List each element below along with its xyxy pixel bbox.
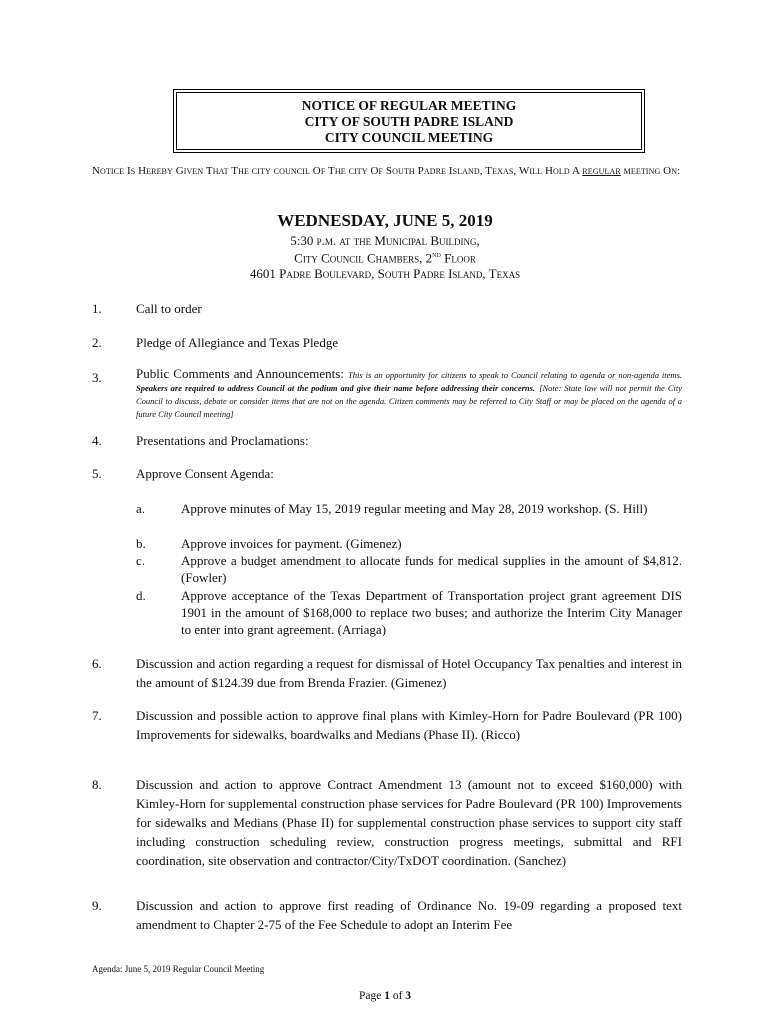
item-number: 9.	[92, 898, 102, 913]
item-number: 7.	[92, 708, 102, 723]
item-number: 4.	[92, 433, 102, 448]
item-text-block	[136, 368, 682, 420]
item-text: Discussion and action to approve first reading of Ordinance No. 19-09 regarding a proposed text amendment to Chapter 2-75 of the Fee Schedule to adopt an Interim Fee	[136, 898, 682, 932]
meeting-date: WEDNESDAY, JUNE 5, 2019	[277, 211, 493, 230]
consent-letter: b.	[136, 536, 146, 551]
item-text: Public Comments and Announcements:	[136, 366, 344, 381]
meeting-address: 4601 Padre Boulevard, South Padre Island, Texas	[249, 266, 521, 281]
item-number: 8.	[92, 777, 102, 792]
consent-letter: a.	[136, 501, 146, 516]
header-title: NOTICE OF REGULAR MEETING	[301, 98, 517, 113]
consent-text: Approve invoices for payment. (Gimenez)	[181, 536, 402, 551]
item-number: 2.	[92, 335, 102, 350]
item-note-bold: Speakers are required to address Council at the podium and give their name before addressing their concerns.	[136, 383, 536, 393]
item-number: 3.	[92, 370, 102, 385]
item-text: Discussion and possible action to approve final plans with Kimley-Horn for Padre Boulevard (PR 100) Improvements for sidewalks, boardwalks and Medians (Phase II). (Ricco)	[136, 708, 682, 742]
item-text: Discussion and action to approve Contract Amendment 13 (amount not to exceed $160,000) with Kimley-Horn for supplemental construction phase services for Padre Boulevard (PR 100) Improvements for sidewalks and Medians (Phase II) for supplemental construction phase services to support city staff including construction scheduling review, construction progress meetings, submittal and RFI coordination, site observation and contractor/City/TxDOT coordination. (Sanchez)	[136, 777, 682, 868]
header-city: CITY OF SOUTH PADRE ISLAND	[304, 114, 514, 129]
item-text: Pledge of Allegiance and Texas Pledge	[136, 335, 339, 350]
item-note: This is an opportunity for citizens to speak to Council relating to agenda or non-agenda items.	[348, 370, 682, 380]
notice-text-end: meeting On:	[620, 165, 681, 177]
page-current: 1	[384, 990, 390, 1002]
item-text: Presentations and Proclamations:	[136, 433, 309, 448]
page-prefix: Page	[358, 990, 385, 1002]
consent-letter: c.	[136, 553, 146, 568]
notice-text: Notice Is Hereby Given That The city council Of The city Of South Padre Island, Texas, Will Hold A	[92, 165, 583, 177]
page-number	[0, 990, 770, 1002]
room-text: City Council Chambers, 2	[294, 250, 433, 266]
room-sup: nd	[432, 250, 441, 259]
room-floor: Floor	[440, 250, 476, 266]
item-number: 5.	[92, 466, 102, 481]
item-text: Call to order	[136, 301, 202, 316]
consent-text: Approve minutes of May 15, 2019 regular meeting and May 28, 2019 workshop. (S. Hill)	[181, 501, 648, 516]
meeting-time: 5:30 p.m. at the Municipal Building,	[290, 233, 480, 248]
notice-header-box	[176, 92, 642, 150]
consent-text: Approve a budget amendment to allocate funds for medical supplies in the amount of $4,812. (Fowler)	[181, 553, 682, 585]
item-text: Approve Consent Agenda:	[136, 466, 274, 481]
page-total: 3	[405, 990, 412, 1002]
item-text: Discussion and action regarding a request for dismissal of Hotel Occupancy Tax penalties and interest in the amount of $124.39 due from Brenda Frazier. (Gimenez)	[136, 656, 682, 690]
document-footer: Agenda: June 5, 2019 Regular Council Meeting	[92, 964, 265, 974]
meeting-room	[0, 250, 770, 266]
item-number: 1.	[92, 301, 102, 316]
item-number: 6.	[92, 656, 102, 671]
notice-underlined: regular	[582, 165, 621, 177]
consent-letter: d.	[136, 588, 146, 603]
item-note-bracket: [Note: State law will not permit the City Council to discuss, debate or consider items that are not on the agenda. Citizen comments may be referred to City Staff or may be placed on the agenda of a future City Council meeting]	[136, 383, 682, 419]
page-of: of	[389, 990, 406, 1002]
consent-text: Approve acceptance of the Texas Department of Transportation project grant agreement DIS 1901 in the amount of $168,000 to replace two buses; and authorize the Interim City Manager to enter into grant agreement. (Arriaga)	[181, 588, 682, 637]
notice-paragraph	[92, 163, 692, 179]
header-council: CITY COUNCIL MEETING	[324, 130, 494, 145]
